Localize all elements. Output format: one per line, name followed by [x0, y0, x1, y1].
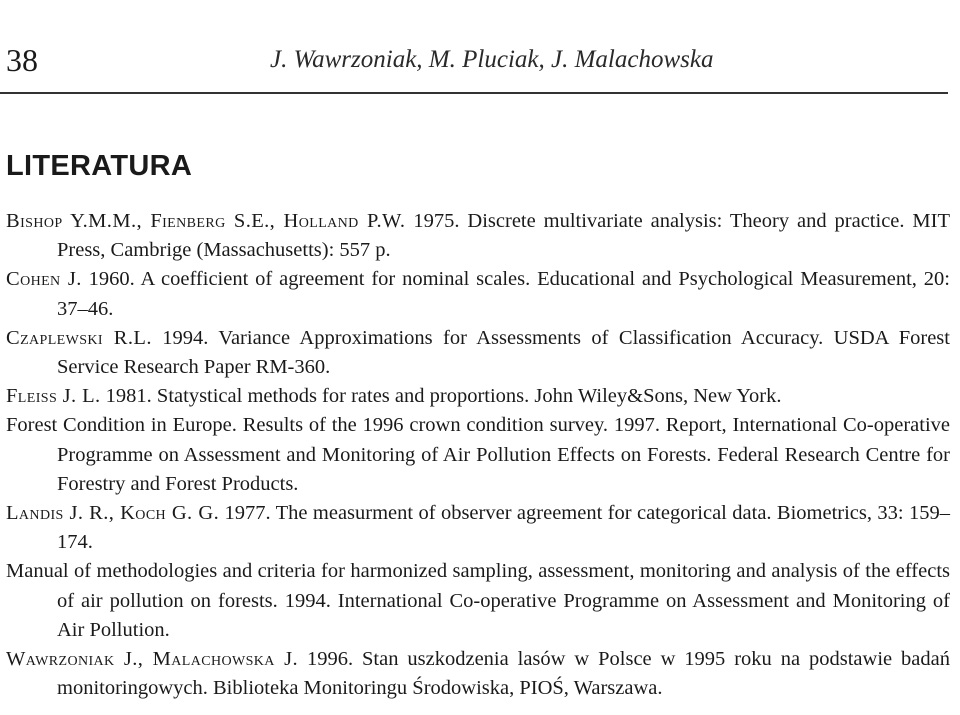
- reference-text: 1981. Statystical methods for rates and proportions. John Wiley&Sons, New York.: [100, 385, 782, 408]
- running-head: J. Wawrzoniak, M. Pluciak, J. Malachowska: [270, 46, 714, 73]
- page-number: 38: [6, 42, 38, 78]
- reference-text: Forest Condition in Europe. Results of the 1996 crown condition survey. 1997. Report, International Co-operative Programme on Assessment and Monitoring of Air Pollution Effects on Forests. Federal Research Centre for Forestry and Forest Products.: [6, 414, 950, 495]
- reference-entry: [6, 499, 950, 557]
- header-rule: [0, 92, 948, 94]
- section-title: LITERATURA: [6, 150, 193, 182]
- reference-text: 1960. A coefficient of agreement for nominal scales. Educational and Psychological Measurement, 20: 37–46.: [57, 268, 950, 320]
- reference-authors: Fleiss J. L.: [6, 385, 101, 408]
- reference-authors: Czaplewski R.L.: [6, 326, 152, 349]
- reference-entry: [6, 411, 950, 499]
- reference-entry: [6, 265, 950, 323]
- reference-text: 1996. Stan uszkodzenia lasów w Polsce w 1995 roku na podstawie badań monitoringowych. Biblioteka Monitoringu Środowiska, PIOŚ, Warszawa.: [57, 648, 951, 700]
- reference-authors: Cohen J.: [6, 268, 82, 291]
- reference-entry: [6, 557, 950, 645]
- reference-authors: Bishop Y.M.M., Fienberg S.E., Holland P.W.: [6, 210, 406, 232]
- page-header: [6, 40, 946, 90]
- reference-list: [6, 207, 950, 703]
- reference-entry: [6, 207, 950, 265]
- reference-entry: [6, 324, 950, 382]
- reference-text: Manual of methodologies and criteria for harmonized sampling, assessment, monitoring and analysis of the effects of air pollution on forests. 1994. International Co-operative Programme on Assessment and Monitoring of Air Pollution.: [6, 560, 950, 641]
- reference-authors: Wawrzoniak J., Malachowska J.: [6, 648, 299, 671]
- reference-text: 1977. The measurment of observer agreement for categorical data. Biometrics, 33: 159–174.: [57, 502, 950, 554]
- reference-text: 1994. Variance Approximations for Assessments of Classification Accuracy. USDA Forest Service Research Paper RM-360.: [57, 326, 950, 379]
- reference-authors: Landis J. R., Koch G. G.: [6, 502, 220, 525]
- reference-entry: [6, 382, 950, 411]
- reference-entry: [6, 645, 950, 703]
- reference-text: 1975. Discrete multivariate analysis: Theory and practice. MIT Press, Cambrige (Massachusetts): 557 p.: [57, 210, 951, 262]
